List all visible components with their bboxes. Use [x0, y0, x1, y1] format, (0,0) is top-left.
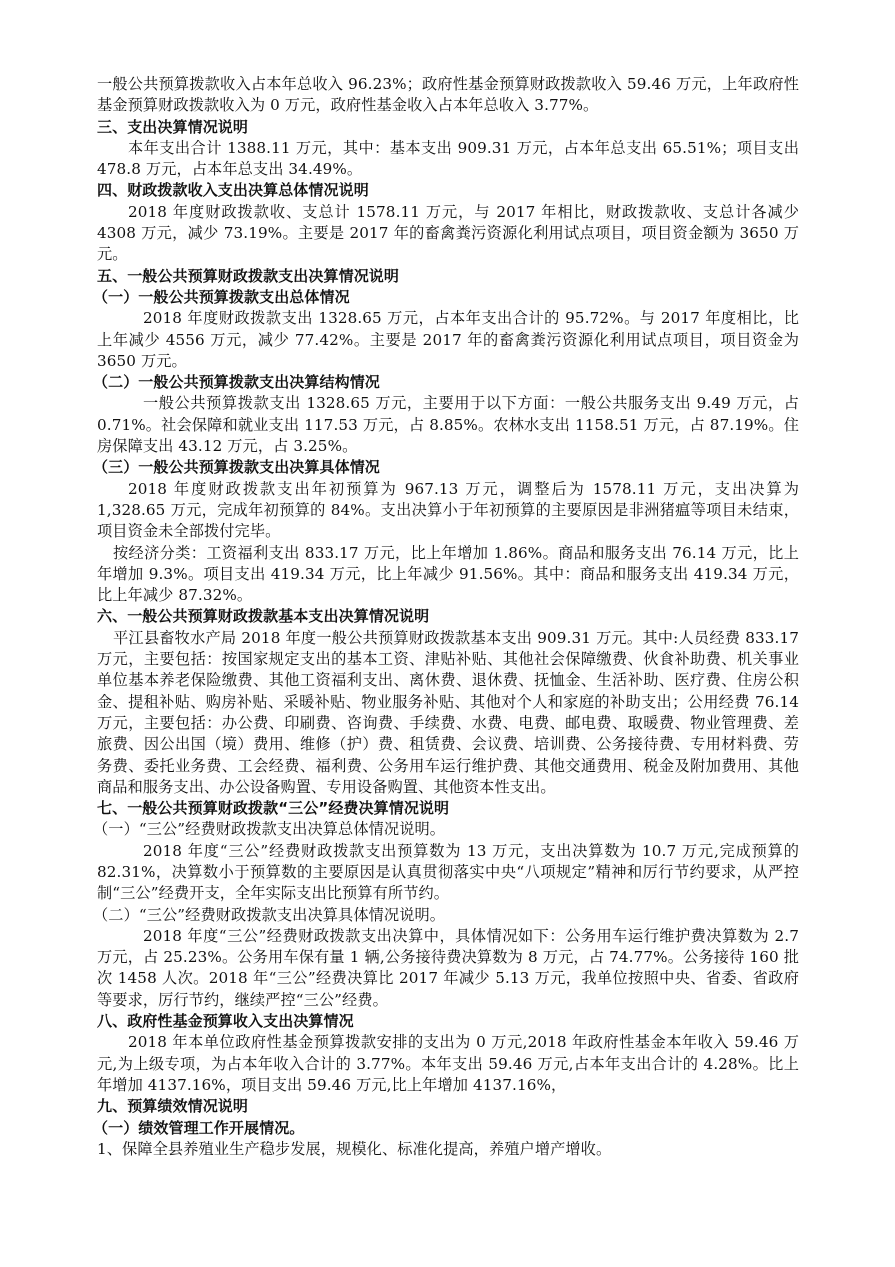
paragraph-5-1-overall: 2018 年度财政拨款支出 1328.65 万元，占本年支出合计的 95.72%。与 2017 年度相比，比上年减少 4556 万元，减少 77.42%。主要是 2017 年的畜禽粪污资源化利用试点项目，项目资金为 3650 万元。: [97, 309, 799, 370]
paragraph-5-3-economic-class: 按经济分类：工资福利支出 833.17 万元，比上年增加 1.86%。商品和服务支出 76.14 万元，比上年增加 9.3%。项目支出 419.34 万元，比上年减少 91.56%。其中：商品和服务支出 419.34 万元，比上年减少 87.32%。: [97, 543, 799, 605]
paragraph-7-2-details: 2018 年度“三公”经费财政拨款支出决算中，具体情况如下：公务用车运行维护费决算数为 2.7 万元，占 25.23%。公务用车保有量 1 辆,公务接待费决算数为 8 万元，占 74.77%。公务接待 160 批次 1458 人次。2018 年“三公”经费决算比 2017 年减少 5.13 万元，我单位按照中央、省委、省政府等要求，厉行节约，继续严控“三公”经费。: [97, 926, 799, 1009]
heading-section-3-expenditure: 三、支出决算情况说明: [97, 117, 249, 136]
subheading-5-2-structure: （二）一般公共预算拨款支出决算结构情况: [93, 373, 380, 392]
subheading-5-3-details: （三）一般公共预算拨款支出决算具体情况: [93, 458, 380, 477]
paragraph-expenditure-total: 本年支出合计 1388.11 万元，其中：基本支出 909.31 万元，占本年总支出 65.51%；项目支出 478.8 万元，占本年总支出 34.49%。: [97, 138, 799, 179]
paragraph-5-3-details: 2018 年度财政拨款支出年初预算为 967.13 万元，调整后为 1578.11 万元，支出决算为 1,328.65 万元，完成年初预算的 84%。支出决算小于年初预算的主要原因是非洲猪瘟等项目未结束，项目资金未全部拨付完毕。: [97, 479, 799, 541]
paragraph-6-basic-expenditure: 平江县畜牧水产局 2018 年度一般公共预算财政拨款基本支出 909.31 万元。其中:人员经费 833.17 万元，主要包括：按国家规定支出的基本工资、津贴补贴、其他社会保障缴费、伙食补助费、机关事业单位基本养老保险缴费、其他工资福利支出、离休费、退休费、抚恤金、生活补助、医疗费、住房公积金、提租补贴、购房补贴、采暖补贴、物业服务补贴、其他对个人和家庭的补助支出；公用经费 76.14 万元，主要包括：办公费、印刷费、咨询费、手续费、水费、电费、邮电费、取暖费、物业管理费、差旅费、因公出国（境）费用、维修（护）费、租赁费、会议费、培训费、公务接待费、专用材料费、劳务费、委托业务费、工会经费、福利费、公务用车运行维护费、其他交通费用、税金及附加费用、其他商品和服务支出、办公设备购置、专用设备购置、其他资本性支出。: [97, 628, 799, 796]
paragraph-9-1-item-1: 1、保障全县养殖业生产稳步发展，规模化、标准化提高，养殖户增产增收。: [97, 1139, 612, 1158]
subheading-7-2-details: （二）“三公”经费财政拨款支出决算具体情况说明。: [93, 905, 446, 924]
paragraph-revenue-share: 一般公共预算拨款收入占本年总收入 96.23%；政府性基金预算财政拨款收入 59.46 万元，上年政府性基金预算财政拨款收入为 0 万元，政府性基金收入占本年总收入 3.77%。: [97, 75, 799, 115]
paragraph-5-2-structure: 一般公共预算拨款支出 1328.65 万元，主要用于以下方面：一般公共服务支出 9.49 万元，占 0.71%。社会保障和就业支出 117.53 万元，占 8.85%。农林水支出 1158.51 万元，占 87.19%。住房保障支出 43.12 万元，占 3.25%。: [97, 394, 799, 456]
subheading-9-1-performance-work: （一）绩效管理工作开展情况。: [93, 1118, 305, 1137]
subheading-5-1-overall: （一）一般公共预算拨款支出总体情况: [93, 287, 350, 306]
paragraph-7-1-overall: 2018 年度“三公”经费财政拨款支出预算数为 13 万元，支出决算数为 10.7 万元,完成预算的 82.31%，决算数小于预算数的主要原因是认真贯彻落实中央“八项规定”精神和厉行节约要求，从严控制“三公”经费开支，全年实际支出比预算有所节约。: [97, 841, 799, 903]
heading-section-6-basic-expenditure: 六、一般公共预算财政拨款基本支出决算情况说明: [97, 607, 430, 626]
heading-section-8-government-fund: 八、政府性基金预算收入支出决算情况: [97, 1012, 354, 1031]
paragraph-8-government-fund: 2018 年本单位政府性基金预算拨款安排的支出为 0 万元,2018 年政府性基金本年收入 59.46 万元,为上级专项，为占本年收入合计的 3.77%。本年支出 59.46 万元,占本年支出合计的 4.28%。比上年增加 4137.16%，项目支出 59.46 万元,比上年增加 4137.16%，: [97, 1033, 799, 1094]
heading-section-4-fiscal-overview: 四、财政拨款收入支出决算总体情况说明: [97, 181, 369, 200]
heading-section-9-performance: 九、预算绩效情况说明: [97, 1097, 249, 1116]
heading-section-5-general-budget: 五、一般公共预算财政拨款支出决算情况说明: [97, 266, 400, 285]
subheading-7-1-overall: （一）“三公”经费财政拨款支出决算总体情况说明。: [93, 820, 446, 839]
document-page: [93, 74, 799, 1160]
heading-section-7-three-public: 七、一般公共预算财政拨款“三公”经费决算情况说明: [97, 799, 450, 818]
paragraph-fiscal-overview: 2018 年度财政拨款收、支总计 1578.11 万元，与 2017 年相比，财政拨款收、支总计各减少 4308 万元，减少 73.19%。主要是 2017 年的畜禽粪污资源化利用试点项目，项目资金额为 3650 万元。: [97, 202, 799, 264]
